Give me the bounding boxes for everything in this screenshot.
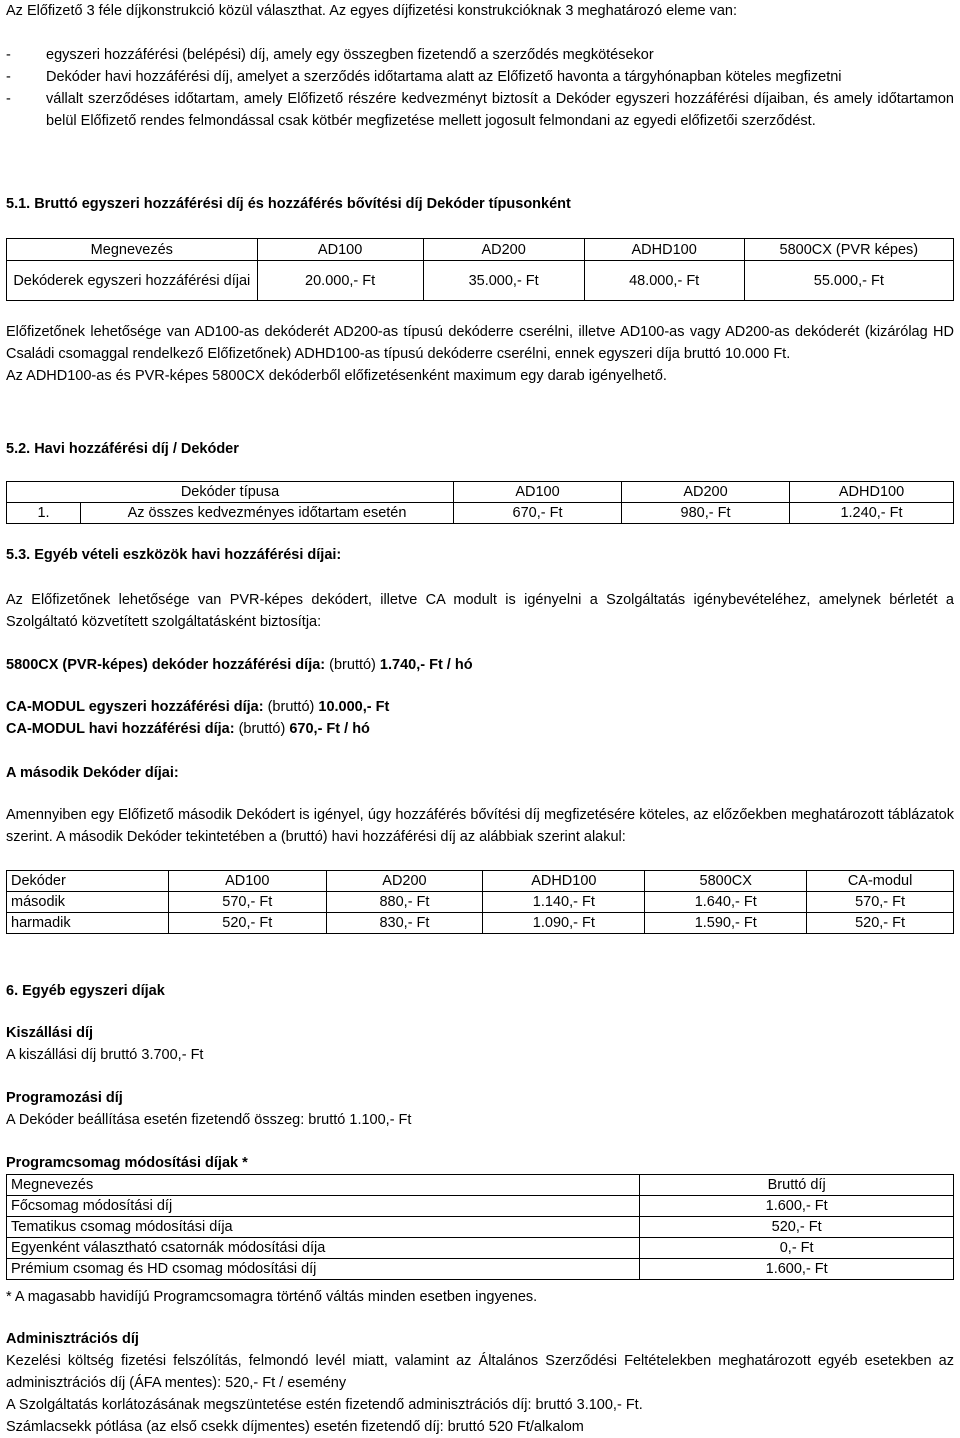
table-cell: 880,- Ft [326,892,483,913]
ca-monthly-fee-line [6,718,954,740]
table-header: AD200 [326,871,483,892]
decoder-limit-text: Az ADHD100-as és PVR-képes 5800CX dekóderből előfizetésenként maximum egy darab igényelhető. [6,368,667,384]
fee-value: 670,- Ft / hó [289,721,370,737]
table-header: ADHD100 [584,239,744,261]
admin-fee-title: Adminisztrációs díj [6,1331,139,1347]
table-cell: 520,- Ft [807,913,954,934]
table-header: Dekóder [7,871,169,892]
programming-fee-text: A Dekóder beállítása esetén fizetendő összeg: bruttó 1.100,- Ft [6,1112,412,1128]
list-item: - vállalt szerződéses időtartam, amely Előfizető részére kedvezményt biztosít a Dekóder egyszeri hozzáférési díjaiban, és amely időtartamon belül Előfizető rendes felmondással csak kötbér megfizetése mellett jogosult felmondani az egyedi előfizetői szerződést. [6,88,954,132]
table-header: CA-modul [807,871,954,892]
table-cell: 1.600,- Ft [640,1259,954,1280]
fee-qualifier: (bruttó) [325,657,380,673]
table-header: Bruttó díj [640,1175,954,1196]
table-cell: Főcsomag módosítási díj [7,1196,640,1217]
table-cell: 980,- Ft [622,503,790,524]
table-header: Megnevezés [7,239,258,261]
list-item: - Dekóder havi hozzáférési díj, amelyet a szerződés időtartama alatt az Előfizető havonta a tárgyhónapban köteles megfizetni [6,66,954,88]
table-cell: harmadik [7,913,169,934]
table-cell: 0,- Ft [640,1238,954,1259]
table-header: AD200 [622,482,790,503]
elements-list [6,44,954,132]
fee-qualifier: (bruttó) [263,699,319,715]
pvr-ca-text: Az Előfizetőnek lehetősége van PVR-képes dekódert, illetve CA modult is igényelni a Szolgáltatás igénybevételéhez, amelynek bérletét a Szolgáltató közvetített szolgáltatásként biztosítja: [6,592,954,630]
list-item: - egyszeri hozzáférési (belépési) díj, amely egy összegben fizetendő a szerződés megkötésekor [6,44,954,66]
pvr-fee-line [6,654,954,676]
table-cell: 1. [7,503,81,524]
table-cell: második [7,892,169,913]
table-header: ADHD100 [483,871,645,892]
admin-fee-text: Kezelési költség fizetési felszólítás, felmondó levél miatt, valamint az Általános Szerződési Feltételekben meghatározott egyéb esetekben az adminisztrációs díj (ÁFA mentes): 520,- Ft / esemény [6,1353,954,1391]
table-header: Megnevezés [7,1175,640,1196]
section-5-3-heading: 5.3. Egyéb vételi eszközök havi hozzáférési díjai: [6,547,342,563]
table-cell: 1.240,- Ft [790,503,954,524]
table-cell: 55.000,- Ft [744,261,953,301]
table-cell: Tematikus csomag módosítási díja [7,1217,640,1238]
table-header: 5800CX (PVR képes) [744,239,953,261]
table-cell: 830,- Ft [326,913,483,934]
table-cell: 48.000,- Ft [584,261,744,301]
table-cell: 20.000,- Ft [257,261,423,301]
invoice-replacement-text: Számlacsekk pótlása (az első csekk díjmentes) esetén fizetendő díj: bruttó 520 Ft/alkalom [6,1419,584,1435]
table-cell: 670,- Ft [454,503,622,524]
ca-onetime-fee-line [6,696,954,718]
table-cell: 520,- Ft [640,1217,954,1238]
programming-fee-title: Programozási díj [6,1090,123,1106]
table-header: AD100 [168,871,326,892]
package-fee-table [6,1174,954,1280]
table-cell: 570,- Ft [168,892,326,913]
shipping-fee-text: A kiszállási díj bruttó 3.700,- Ft [6,1047,204,1063]
table-header: ADHD100 [790,482,954,503]
table-header: AD200 [423,239,584,261]
table-cell: Dekóderek egyszeri hozzáférési díjai [7,261,258,301]
intro-text: Az Előfizető 3 féle díjkonstrukció közül választhat. Az egyes díjfizetési konstrukcióknak 3 meghatározó eleme van: [6,3,738,19]
table-header: AD100 [454,482,622,503]
table-cell: 520,- Ft [168,913,326,934]
table-cell: 1.140,- Ft [483,892,645,913]
package-fee-note: * A magasabb havidíjú Programcsomagra történő váltás minden esetben ingyenes. [6,1289,538,1305]
table-cell: Egyenként választható csatornák módosítási díja [7,1238,640,1259]
table-cell: 1.090,- Ft [483,913,645,934]
shipping-fee-title: Kiszállási díj [6,1025,94,1041]
table-cell: 570,- Ft [807,892,954,913]
decoder-swap-text: Előfizetőnek lehetősége van AD100-as dekóderét AD200-as típusú dekóderre cserélni, illetve AD100-as vagy AD200-as dekóderét (kizárólag HD Családi csomaggal rendelkező Előfizetőnek) ADHD100-as típusú dekóderre cserélni, ennek egyszeri díja bruttó 10.000 Ft. [6,324,954,362]
table-cell: 35.000,- Ft [423,261,584,301]
table-cell: 1.590,- Ft [645,913,807,934]
table-header: 5800CX [645,871,807,892]
one-time-fee-table [6,238,954,301]
fee-label: CA-MODUL havi hozzáférési díja: [6,721,235,737]
second-decoder-text: Amennyiben egy Előfizető második Dekódert is igényel, úgy hozzáférés bővítési díj megfizetésére köteles, az előzőekben meghatározott táblázatok szerint. A második Dekóder tekintetében a (bruttó) havi hozzáférési díj az alábbiak szerint alakul: [6,807,954,845]
table-header: Dekóder típusa [7,482,454,503]
table-cell: Prémium csomag és HD csomag módosítási díj [7,1259,640,1280]
fee-label: CA-MODUL egyszeri hozzáférési díja: [6,699,264,715]
section-5-2-heading: 5.2. Havi hozzáférési díj / Dekóder [6,441,239,457]
fee-qualifier: (bruttó) [234,721,290,737]
table-cell: 1.600,- Ft [640,1196,954,1217]
second-decoder-heading: A második Dekóder díjai: [6,765,179,781]
fee-value: 10.000,- Ft [318,699,390,715]
section-5-1-heading: 5.1. Bruttó egyszeri hozzáférési díj és hozzáférés bővítési díj Dekóder típusonként [6,196,571,212]
monthly-fee-table [6,481,954,524]
restriction-fee-text: A Szolgáltatás korlátozásának megszüntetése estén fizetendő adminisztrációs díj: bruttó 3.100,- Ft. [6,1397,643,1413]
table-header: AD100 [257,239,423,261]
package-fee-title: Programcsomag módosítási díjak * [6,1155,248,1171]
table-cell: 1.640,- Ft [645,892,807,913]
table-cell: Az összes kedvezményes időtartam esetén [81,503,454,524]
fee-label: 5800CX (PVR-képes) dekóder hozzáférési díja: [6,657,326,673]
fee-value: 1.740,- Ft / hó [379,657,473,673]
section-6-heading: 6. Egyéb egyszeri díjak [6,983,165,999]
second-decoder-table [6,870,954,934]
